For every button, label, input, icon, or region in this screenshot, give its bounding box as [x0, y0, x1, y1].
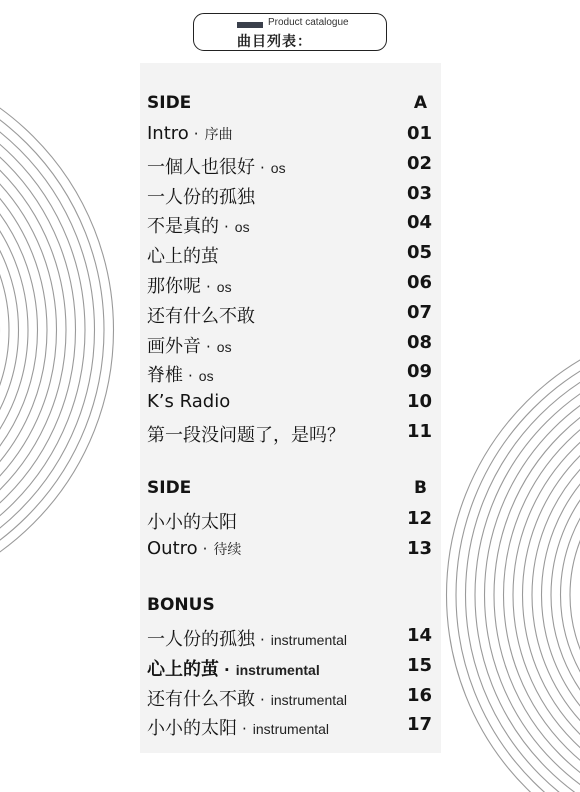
- track-subtitle: instrumental: [270, 691, 348, 708]
- section-letter: A: [413, 93, 427, 113]
- separator-dot: ·: [188, 367, 193, 386]
- track-row: [147, 714, 432, 738]
- separator-dot: ·: [260, 158, 265, 177]
- track-row: [147, 212, 432, 236]
- track-title: Outro: [147, 537, 198, 559]
- track-row: [147, 123, 432, 147]
- track-subtitle: os: [270, 159, 286, 176]
- track-row: [147, 538, 432, 562]
- header-english-title: Product catalogue: [268, 17, 349, 28]
- track-title-line: [147, 272, 232, 298]
- track-number: 07: [406, 301, 432, 323]
- track-row: [147, 183, 432, 207]
- track-title-line: [147, 212, 250, 238]
- section-letter: B: [414, 478, 427, 498]
- separator-dot: ·: [206, 278, 211, 296]
- section-title: SIDE: [147, 93, 192, 113]
- track-subtitle: os: [216, 279, 232, 295]
- track-number: 15: [406, 654, 432, 676]
- track-subtitle: os: [216, 338, 232, 355]
- track-number: 08: [406, 331, 432, 353]
- track-row: [147, 242, 432, 266]
- track-row: [147, 361, 432, 385]
- track-subtitle: instrumental: [270, 632, 348, 648]
- track-title: 第一段没问题了，是吗？: [147, 425, 345, 446]
- separator-dot: ·: [206, 337, 211, 356]
- track-number: 11: [406, 421, 432, 442]
- track-number: 01: [406, 123, 432, 144]
- ring-arc: [0, 85, 85, 575]
- track-title-line: [147, 242, 219, 268]
- section-title: BONUS: [147, 595, 215, 615]
- ring-arc: [0, 123, 47, 537]
- track-title-line: [147, 361, 214, 387]
- track-subtitle: 序曲: [204, 126, 233, 142]
- track-title-line: [147, 153, 286, 179]
- track-title: 脊椎: [147, 365, 183, 387]
- track-title-line: [147, 391, 230, 412]
- tracklist-panel: [140, 63, 441, 753]
- track-row: [147, 153, 432, 177]
- track-number: 17: [406, 714, 432, 736]
- track-title: 小小的太阳: [147, 512, 237, 533]
- track-row: [147, 302, 432, 326]
- track-number: 13: [406, 537, 432, 559]
- track-number: 06: [406, 272, 432, 293]
- track-number: 09: [406, 361, 432, 383]
- header-label: [193, 13, 387, 51]
- track-number: 10: [406, 391, 432, 413]
- track-title: 小小的太阳: [147, 718, 237, 740]
- track-row: [147, 508, 432, 532]
- track-row: [147, 391, 432, 415]
- track-title: 不是真的: [147, 216, 219, 238]
- track-subtitle: os: [198, 368, 214, 385]
- track-title-line: [147, 302, 255, 328]
- section-title: SIDE: [147, 478, 192, 498]
- ring-arc: [551, 426, 580, 764]
- track-subtitle: os: [234, 219, 250, 236]
- track-title: 一人份的孤独: [147, 186, 255, 208]
- separator-dot: ·: [202, 539, 208, 558]
- track-number: 14: [406, 625, 432, 646]
- track-title-line: [147, 655, 320, 681]
- track-row: [147, 685, 432, 709]
- header-chinese-title: 曲目列表：: [237, 34, 312, 50]
- separator-dot: ·: [224, 218, 229, 237]
- track-title-line: [147, 123, 233, 144]
- track-title-line: [147, 685, 347, 711]
- track-title-line: [147, 625, 347, 651]
- track-number: 05: [406, 242, 432, 264]
- track-row: [147, 655, 432, 679]
- track-subtitle: 待续: [213, 540, 242, 557]
- separator-dot: ·: [193, 125, 199, 143]
- track-title: 那你呢: [147, 276, 201, 297]
- track-number: 03: [406, 182, 432, 204]
- ring-arc: [456, 331, 580, 792]
- track-title-line: [147, 538, 241, 559]
- header-accent-bar: [237, 22, 263, 28]
- track-title-line: [147, 332, 232, 358]
- track-title: K’s Radio: [147, 391, 231, 413]
- track-title: 心上的茧: [147, 658, 219, 680]
- ring-arc: [485, 360, 580, 792]
- ring-arc: [0, 161, 9, 499]
- track-subtitle: instrumental: [235, 661, 320, 678]
- separator-dot: ·: [260, 631, 265, 649]
- track-title: 一個人也很好: [147, 156, 255, 178]
- track-row: [147, 421, 432, 445]
- track-number: 04: [406, 212, 432, 234]
- track-title: Intro: [147, 123, 189, 144]
- track-title: 还有什么不敢: [147, 688, 255, 710]
- track-number: 02: [406, 152, 432, 174]
- track-subtitle: instrumental: [252, 721, 330, 738]
- track-number: 12: [406, 508, 432, 529]
- track-row: [147, 272, 432, 296]
- ring-arc: [447, 322, 580, 792]
- track-title-line: [147, 183, 255, 209]
- track-number: 16: [406, 684, 432, 706]
- track-title: 画外音: [147, 335, 201, 357]
- track-title: 一人份的孤独: [147, 629, 255, 650]
- track-title-line: [147, 508, 237, 534]
- track-title: 心上的茧: [147, 246, 219, 268]
- separator-dot: ·: [224, 660, 230, 679]
- track-row: [147, 332, 432, 356]
- track-row: [147, 625, 432, 649]
- track-title-line: [147, 421, 345, 447]
- separator-dot: ·: [242, 720, 247, 739]
- separator-dot: ·: [260, 690, 265, 709]
- track-title-line: [147, 714, 329, 740]
- track-title: 还有什么不敢: [147, 305, 255, 327]
